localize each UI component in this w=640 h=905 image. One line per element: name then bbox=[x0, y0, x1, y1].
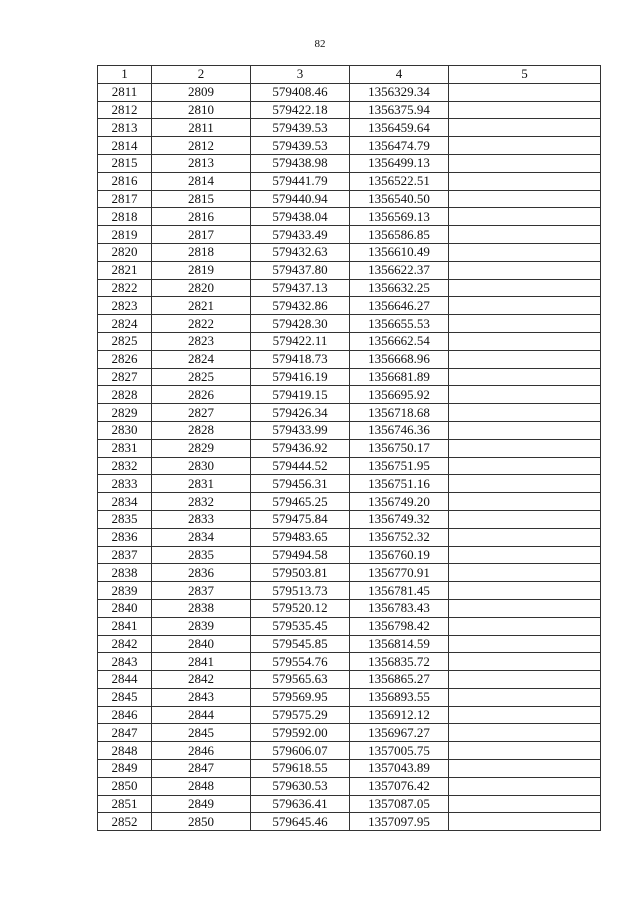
table-cell-col-1: 2821 bbox=[98, 261, 152, 279]
table-cell-col-3: 579418.73 bbox=[251, 350, 350, 368]
table-cell-col-1: 2842 bbox=[98, 635, 152, 653]
table-cell-col-1: 2822 bbox=[98, 279, 152, 297]
table-cell-col-2: 2822 bbox=[152, 315, 251, 333]
table-row bbox=[98, 582, 601, 600]
table-cell-col-3: 579456.31 bbox=[251, 475, 350, 493]
table-cell-col-4: 1356746.36 bbox=[350, 421, 449, 439]
table-row bbox=[98, 546, 601, 564]
table-cell-col-2: 2846 bbox=[152, 742, 251, 760]
table-cell-col-4: 1356586.85 bbox=[350, 226, 449, 244]
table-cell-col-4: 1356646.27 bbox=[350, 297, 449, 315]
table-cell-col-4: 1356610.49 bbox=[350, 243, 449, 261]
table-row bbox=[98, 368, 601, 386]
table-row bbox=[98, 813, 601, 831]
table-cell-col-2: 2832 bbox=[152, 493, 251, 511]
column-header-5: 5 bbox=[449, 66, 601, 84]
table-cell-col-5 bbox=[449, 724, 601, 742]
table-row bbox=[98, 243, 601, 261]
table-cell-col-5 bbox=[449, 243, 601, 261]
table-cell-col-1: 2837 bbox=[98, 546, 152, 564]
table-cell-col-5 bbox=[449, 137, 601, 155]
table-cell-col-5 bbox=[449, 421, 601, 439]
table-cell-col-1: 2851 bbox=[98, 795, 152, 813]
table-cell-col-2: 2827 bbox=[152, 404, 251, 422]
table-cell-col-2: 2834 bbox=[152, 528, 251, 546]
table-cell-col-5 bbox=[449, 635, 601, 653]
table-cell-col-1: 2816 bbox=[98, 172, 152, 190]
table-row bbox=[98, 777, 601, 795]
table-cell-col-3: 579437.13 bbox=[251, 279, 350, 297]
table-cell-col-2: 2847 bbox=[152, 760, 251, 778]
table-cell-col-5 bbox=[449, 439, 601, 457]
table-row bbox=[98, 315, 601, 333]
table-cell-col-2: 2838 bbox=[152, 599, 251, 617]
table-cell-col-5 bbox=[449, 564, 601, 582]
table-cell-col-5 bbox=[449, 582, 601, 600]
table-row bbox=[98, 261, 601, 279]
table-cell-col-5 bbox=[449, 457, 601, 475]
table-cell-col-2: 2841 bbox=[152, 653, 251, 671]
table-cell-col-4: 1356459.64 bbox=[350, 119, 449, 137]
table-row bbox=[98, 350, 601, 368]
table-cell-col-1: 2831 bbox=[98, 439, 152, 457]
table-cell-col-4: 1356751.95 bbox=[350, 457, 449, 475]
table-cell-col-1: 2843 bbox=[98, 653, 152, 671]
table-cell-col-3: 579422.11 bbox=[251, 332, 350, 350]
table-cell-col-5 bbox=[449, 742, 601, 760]
table-cell-col-4: 1356662.54 bbox=[350, 332, 449, 350]
table-row bbox=[98, 671, 601, 689]
table-cell-col-1: 2826 bbox=[98, 350, 152, 368]
table-cell-col-1: 2811 bbox=[98, 83, 152, 101]
table-row bbox=[98, 706, 601, 724]
table-cell-col-1: 2824 bbox=[98, 315, 152, 333]
table-cell-col-1: 2838 bbox=[98, 564, 152, 582]
table-cell-col-4: 1356798.42 bbox=[350, 617, 449, 635]
table-cell-col-1: 2818 bbox=[98, 208, 152, 226]
table-cell-col-1: 2839 bbox=[98, 582, 152, 600]
table-cell-col-3: 579426.34 bbox=[251, 404, 350, 422]
table-row bbox=[98, 795, 601, 813]
table-cell-col-3: 579433.49 bbox=[251, 226, 350, 244]
table-cell-col-3: 579575.29 bbox=[251, 706, 350, 724]
table-cell-col-5 bbox=[449, 386, 601, 404]
table-cell-col-1: 2847 bbox=[98, 724, 152, 742]
table-cell-col-5 bbox=[449, 297, 601, 315]
table-cell-col-1: 2814 bbox=[98, 137, 152, 155]
table-cell-col-5 bbox=[449, 760, 601, 778]
table-row bbox=[98, 208, 601, 226]
table-cell-col-4: 1356912.12 bbox=[350, 706, 449, 724]
table-cell-col-1: 2815 bbox=[98, 154, 152, 172]
table-cell-col-1: 2812 bbox=[98, 101, 152, 119]
table-cell-col-5 bbox=[449, 795, 601, 813]
table-cell-col-3: 579569.95 bbox=[251, 688, 350, 706]
table-cell-col-5 bbox=[449, 83, 601, 101]
table-row bbox=[98, 226, 601, 244]
table-cell-col-3: 579422.18 bbox=[251, 101, 350, 119]
table-row bbox=[98, 724, 601, 742]
table-cell-col-4: 1357043.89 bbox=[350, 760, 449, 778]
table-row bbox=[98, 635, 601, 653]
table-row bbox=[98, 742, 601, 760]
table-cell-col-2: 2811 bbox=[152, 119, 251, 137]
table-cell-col-3: 579419.15 bbox=[251, 386, 350, 404]
table-cell-col-3: 579520.12 bbox=[251, 599, 350, 617]
table-cell-col-2: 2817 bbox=[152, 226, 251, 244]
table-cell-col-3: 579444.52 bbox=[251, 457, 350, 475]
table-cell-col-1: 2832 bbox=[98, 457, 152, 475]
table-row bbox=[98, 439, 601, 457]
table-row bbox=[98, 564, 601, 582]
table-row bbox=[98, 760, 601, 778]
table-cell-col-1: 2848 bbox=[98, 742, 152, 760]
table-cell-col-3: 579592.00 bbox=[251, 724, 350, 742]
table-cell-col-5 bbox=[449, 617, 601, 635]
table-row bbox=[98, 154, 601, 172]
table-cell-col-4: 1356569.13 bbox=[350, 208, 449, 226]
table-row bbox=[98, 101, 601, 119]
table-row bbox=[98, 475, 601, 493]
table-cell-col-4: 1356967.27 bbox=[350, 724, 449, 742]
table-cell-col-4: 1356783.43 bbox=[350, 599, 449, 617]
table-row bbox=[98, 172, 601, 190]
page-number: 82 bbox=[314, 38, 326, 50]
table-cell-col-5 bbox=[449, 528, 601, 546]
table-cell-col-2: 2843 bbox=[152, 688, 251, 706]
table-cell-col-4: 1356781.45 bbox=[350, 582, 449, 600]
table-cell-col-1: 2852 bbox=[98, 813, 152, 831]
table-cell-col-4: 1356655.53 bbox=[350, 315, 449, 333]
table-cell-col-1: 2827 bbox=[98, 368, 152, 386]
table-cell-col-5 bbox=[449, 706, 601, 724]
table-row bbox=[98, 457, 601, 475]
table-cell-col-3: 579636.41 bbox=[251, 795, 350, 813]
table-cell-col-4: 1356750.17 bbox=[350, 439, 449, 457]
table-cell-col-2: 2840 bbox=[152, 635, 251, 653]
table-cell-col-4: 1356770.91 bbox=[350, 564, 449, 582]
table-cell-col-4: 1356751.16 bbox=[350, 475, 449, 493]
table-cell-col-3: 579483.65 bbox=[251, 528, 350, 546]
table-cell-col-1: 2840 bbox=[98, 599, 152, 617]
table-cell-col-4: 1356865.27 bbox=[350, 671, 449, 689]
table-cell-col-2: 2813 bbox=[152, 154, 251, 172]
table-cell-col-2: 2844 bbox=[152, 706, 251, 724]
table-cell-col-2: 2835 bbox=[152, 546, 251, 564]
table-cell-col-4: 1356718.68 bbox=[350, 404, 449, 422]
table-cell-col-5 bbox=[449, 475, 601, 493]
table-cell-col-2: 2830 bbox=[152, 457, 251, 475]
table-cell-col-4: 1356752.32 bbox=[350, 528, 449, 546]
table-cell-col-3: 579408.46 bbox=[251, 83, 350, 101]
table-cell-col-2: 2819 bbox=[152, 261, 251, 279]
table-cell-col-2: 2850 bbox=[152, 813, 251, 831]
table-cell-col-4: 1356375.94 bbox=[350, 101, 449, 119]
table-cell-col-4: 1356522.51 bbox=[350, 172, 449, 190]
table-row bbox=[98, 599, 601, 617]
table-cell-col-1: 2817 bbox=[98, 190, 152, 208]
table-cell-col-1: 2846 bbox=[98, 706, 152, 724]
table-cell-col-5 bbox=[449, 315, 601, 333]
table-cell-col-1: 2850 bbox=[98, 777, 152, 795]
table-cell-col-2: 2849 bbox=[152, 795, 251, 813]
table-cell-col-3: 579535.45 bbox=[251, 617, 350, 635]
table-cell-col-4: 1356474.79 bbox=[350, 137, 449, 155]
table-cell-col-1: 2841 bbox=[98, 617, 152, 635]
table-cell-col-1: 2830 bbox=[98, 421, 152, 439]
table-cell-col-5 bbox=[449, 172, 601, 190]
table-cell-col-4: 1356695.92 bbox=[350, 386, 449, 404]
column-header-2: 2 bbox=[152, 66, 251, 84]
table-cell-col-5 bbox=[449, 208, 601, 226]
table-cell-col-3: 579428.30 bbox=[251, 315, 350, 333]
table-cell-col-1: 2845 bbox=[98, 688, 152, 706]
table-cell-col-3: 579439.53 bbox=[251, 119, 350, 137]
table-cell-col-3: 579618.55 bbox=[251, 760, 350, 778]
table-cell-col-5 bbox=[449, 404, 601, 422]
table-cell-col-4: 1357087.05 bbox=[350, 795, 449, 813]
table-cell-col-2: 2818 bbox=[152, 243, 251, 261]
table-cell-col-3: 579437.80 bbox=[251, 261, 350, 279]
table-cell-col-3: 579494.58 bbox=[251, 546, 350, 564]
table-row bbox=[98, 493, 601, 511]
table-cell-col-4: 1356814.59 bbox=[350, 635, 449, 653]
table-cell-col-2: 2815 bbox=[152, 190, 251, 208]
table-cell-col-5 bbox=[449, 261, 601, 279]
table-cell-col-3: 579503.81 bbox=[251, 564, 350, 582]
table-cell-col-4: 1356760.19 bbox=[350, 546, 449, 564]
table-cell-col-3: 579432.86 bbox=[251, 297, 350, 315]
table-cell-col-5 bbox=[449, 119, 601, 137]
table-cell-col-3: 579440.94 bbox=[251, 190, 350, 208]
table-cell-col-4: 1356540.50 bbox=[350, 190, 449, 208]
table-cell-col-5 bbox=[449, 279, 601, 297]
table-cell-col-5 bbox=[449, 546, 601, 564]
table-cell-col-2: 2826 bbox=[152, 386, 251, 404]
table-cell-col-5 bbox=[449, 190, 601, 208]
table-cell-col-2: 2845 bbox=[152, 724, 251, 742]
table-cell-col-3: 579513.73 bbox=[251, 582, 350, 600]
table-cell-col-1: 2823 bbox=[98, 297, 152, 315]
table-cell-col-5 bbox=[449, 154, 601, 172]
table-cell-col-3: 579433.99 bbox=[251, 421, 350, 439]
table-cell-col-5 bbox=[449, 368, 601, 386]
table-cell-col-5 bbox=[449, 777, 601, 795]
table-cell-col-3: 579554.76 bbox=[251, 653, 350, 671]
table-cell-col-4: 1357097.95 bbox=[350, 813, 449, 831]
table-row bbox=[98, 386, 601, 404]
table-cell-col-4: 1356668.96 bbox=[350, 350, 449, 368]
table-body bbox=[98, 83, 601, 830]
table-cell-col-2: 2848 bbox=[152, 777, 251, 795]
table-row bbox=[98, 653, 601, 671]
table-cell-col-5 bbox=[449, 350, 601, 368]
table-row bbox=[98, 510, 601, 528]
table-row bbox=[98, 297, 601, 315]
table-cell-col-5 bbox=[449, 510, 601, 528]
table-cell-col-2: 2810 bbox=[152, 101, 251, 119]
table-cell-col-2: 2823 bbox=[152, 332, 251, 350]
table-cell-col-1: 2834 bbox=[98, 493, 152, 511]
table-row bbox=[98, 279, 601, 297]
table-cell-col-1: 2819 bbox=[98, 226, 152, 244]
table-row bbox=[98, 404, 601, 422]
table-cell-col-5 bbox=[449, 332, 601, 350]
table-cell-col-5 bbox=[449, 671, 601, 689]
table-cell-col-2: 2836 bbox=[152, 564, 251, 582]
table-row bbox=[98, 119, 601, 137]
table-cell-col-1: 2825 bbox=[98, 332, 152, 350]
table-row bbox=[98, 617, 601, 635]
table-cell-col-3: 579465.25 bbox=[251, 493, 350, 511]
table-cell-col-5 bbox=[449, 688, 601, 706]
table-cell-col-3: 579416.19 bbox=[251, 368, 350, 386]
table-cell-col-2: 2824 bbox=[152, 350, 251, 368]
table-cell-col-4: 1357076.42 bbox=[350, 777, 449, 795]
table-cell-col-2: 2831 bbox=[152, 475, 251, 493]
table-cell-col-3: 579475.84 bbox=[251, 510, 350, 528]
table-cell-col-2: 2837 bbox=[152, 582, 251, 600]
table-cell-col-5 bbox=[449, 226, 601, 244]
table-row bbox=[98, 190, 601, 208]
table-cell-col-3: 579441.79 bbox=[251, 172, 350, 190]
table-row bbox=[98, 421, 601, 439]
table-cell-col-3: 579545.85 bbox=[251, 635, 350, 653]
table-cell-col-2: 2842 bbox=[152, 671, 251, 689]
table-cell-col-3: 579606.07 bbox=[251, 742, 350, 760]
table-cell-col-3: 579438.04 bbox=[251, 208, 350, 226]
table-cell-col-2: 2829 bbox=[152, 439, 251, 457]
table-cell-col-2: 2820 bbox=[152, 279, 251, 297]
table-cell-col-4: 1356632.25 bbox=[350, 279, 449, 297]
table-cell-col-3: 579565.63 bbox=[251, 671, 350, 689]
table-cell-col-4: 1356329.34 bbox=[350, 83, 449, 101]
column-header-1: 1 bbox=[98, 66, 152, 84]
table-cell-col-3: 579438.98 bbox=[251, 154, 350, 172]
table-cell-col-5 bbox=[449, 653, 601, 671]
table-row bbox=[98, 137, 601, 155]
table-cell-col-1: 2835 bbox=[98, 510, 152, 528]
table-cell-col-4: 1356622.37 bbox=[350, 261, 449, 279]
table-header-row bbox=[98, 66, 601, 84]
table-cell-col-5 bbox=[449, 493, 601, 511]
table-cell-col-3: 579436.92 bbox=[251, 439, 350, 457]
table-cell-col-1: 2820 bbox=[98, 243, 152, 261]
table-cell-col-4: 1356835.72 bbox=[350, 653, 449, 671]
table-cell-col-2: 2814 bbox=[152, 172, 251, 190]
table-cell-col-4: 1356681.89 bbox=[350, 368, 449, 386]
table-cell-col-3: 579432.63 bbox=[251, 243, 350, 261]
table-cell-col-5 bbox=[449, 101, 601, 119]
table-row bbox=[98, 688, 601, 706]
table-cell-col-1: 2828 bbox=[98, 386, 152, 404]
table-cell-col-1: 2833 bbox=[98, 475, 152, 493]
table-row bbox=[98, 332, 601, 350]
table-cell-col-1: 2844 bbox=[98, 671, 152, 689]
table-cell-col-5 bbox=[449, 599, 601, 617]
column-header-3: 3 bbox=[251, 66, 350, 84]
table-row bbox=[98, 528, 601, 546]
table-cell-col-3: 579630.53 bbox=[251, 777, 350, 795]
table-cell-col-2: 2809 bbox=[152, 83, 251, 101]
table-cell-col-1: 2849 bbox=[98, 760, 152, 778]
table-cell-col-2: 2812 bbox=[152, 137, 251, 155]
table-cell-col-2: 2821 bbox=[152, 297, 251, 315]
table-cell-col-2: 2833 bbox=[152, 510, 251, 528]
table-cell-col-4: 1356749.20 bbox=[350, 493, 449, 511]
table-cell-col-2: 2816 bbox=[152, 208, 251, 226]
table-row bbox=[98, 83, 601, 101]
table-cell-col-3: 579439.53 bbox=[251, 137, 350, 155]
table-cell-col-1: 2813 bbox=[98, 119, 152, 137]
table-cell-col-4: 1357005.75 bbox=[350, 742, 449, 760]
table-cell-col-4: 1356749.32 bbox=[350, 510, 449, 528]
table-cell-col-2: 2825 bbox=[152, 368, 251, 386]
table-cell-col-5 bbox=[449, 813, 601, 831]
coordinates-table bbox=[97, 65, 601, 831]
table-cell-col-4: 1356499.13 bbox=[350, 154, 449, 172]
table-cell-col-2: 2839 bbox=[152, 617, 251, 635]
table-cell-col-1: 2836 bbox=[98, 528, 152, 546]
column-header-4: 4 bbox=[350, 66, 449, 84]
table-cell-col-4: 1356893.55 bbox=[350, 688, 449, 706]
table-cell-col-2: 2828 bbox=[152, 421, 251, 439]
table-cell-col-1: 2829 bbox=[98, 404, 152, 422]
table-cell-col-3: 579645.46 bbox=[251, 813, 350, 831]
